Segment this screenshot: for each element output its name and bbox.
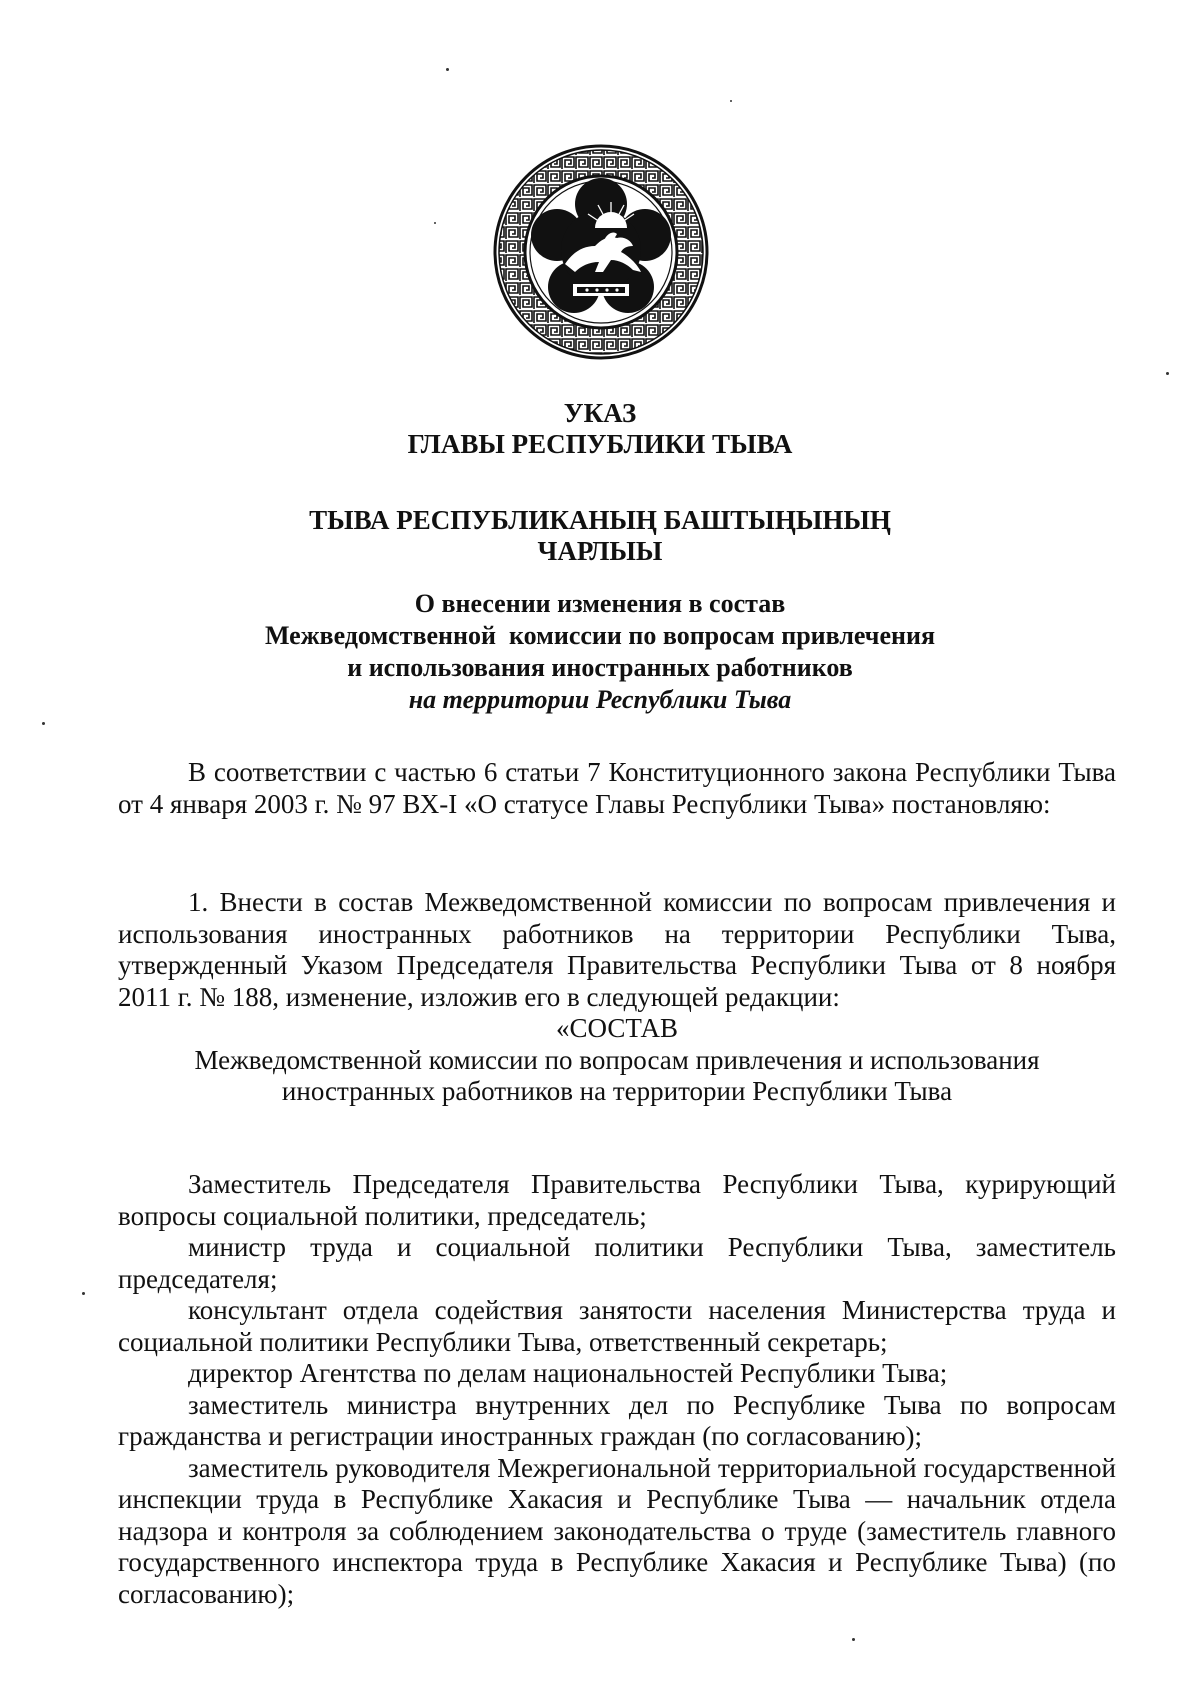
scan-speck <box>42 722 45 725</box>
decree-title-ru-line2: ГЛАВЫ РЕСПУБЛИКИ ТЫВА <box>407 429 793 459</box>
decree-subject <box>120 588 1080 716</box>
decree-subject-line4: на территории Республики Тыва <box>408 685 792 714</box>
preamble-paragraph: В соответствии с частью 6 статьи 7 Конституционного закона Республики Тыва от 4 января 2003 г. № 97 ВХ-I «О статусе Главы Республики Тыва» постановляю: <box>118 757 1116 819</box>
decree-subject-line1: О внесении изменения в состав <box>414 589 786 618</box>
decree-subject-line2: Межведомственной комиссии по вопросам привлечения <box>264 621 936 650</box>
decree-title-tyv <box>120 505 1080 567</box>
list-item: министр труда и социальной политики Республики Тыва, заместитель председателя; <box>118 1232 1116 1294</box>
composition-subtitle-line2: иностранных работников на территории Республики Тыва <box>281 1076 953 1106</box>
scan-speck <box>730 100 732 102</box>
scan-speck <box>852 1638 855 1641</box>
decree-title-ru-line1: УКАЗ <box>563 398 637 428</box>
list-item: заместитель министра внутренних дел по Республике Тыва по вопросам гражданства и регистрации иностранных граждан (по согласованию); <box>118 1389 1116 1451</box>
decree-subject-line3: и использования иностранных работников <box>347 653 853 682</box>
members-list <box>118 1169 1116 1610</box>
item-1-paragraph: 1. Внести в состав Межведомственной комиссии по вопросам привлечения и использования иностранных работников на территории Республики Тыва, утвержденный Указом Председателя Правительства Республики Тыва от 8 ноября 2011 г. № 188, изменение, изложив его в следующей редакции: <box>118 887 1116 1012</box>
scan-speck <box>1166 372 1169 375</box>
item-1 <box>118 887 1116 1108</box>
scan-speck <box>446 68 449 71</box>
scan-speck <box>434 222 436 224</box>
list-item: директор Агентства по делам национальностей Республики Тыва; <box>188 1358 948 1388</box>
scan-speck <box>82 1292 85 1295</box>
decree-title-tyv-line1: ТЫВА РЕСПУБЛИКАНЫҢ БАШТЫҢЫНЫҢ <box>309 505 891 535</box>
list-item: консультант отдела содействия занятости населения Министерства труда и социальной политики Республики Тыва, ответственный секретарь; <box>118 1295 1116 1357</box>
list-item: заместитель руководителя Межрегиональной территориальной государственной инспекции труда в Республике Хакасия и Республике Тыва — начальник отдела надзора и контроля за соблюдением законодательства о труде (заместитель главного государственного инспектора труда в Республике Хакасия и Республике Тыва) (по согласованию); <box>118 1452 1116 1609</box>
preamble <box>118 757 1116 820</box>
composition-title: «СОСТАВ <box>555 1013 678 1043</box>
decree-title-ru <box>120 398 1080 460</box>
tuva-coat-of-arms-icon <box>491 142 711 362</box>
list-item: Заместитель Председателя Правительства Республики Тыва, курирующий вопросы социальной политики, председатель; <box>118 1169 1116 1231</box>
composition-subtitle-line1: Межведомственной комиссии по вопросам привлечения и использования <box>194 1044 1040 1075</box>
decree-title-tyv-line2: ЧАРЛЫЫ <box>537 536 663 566</box>
